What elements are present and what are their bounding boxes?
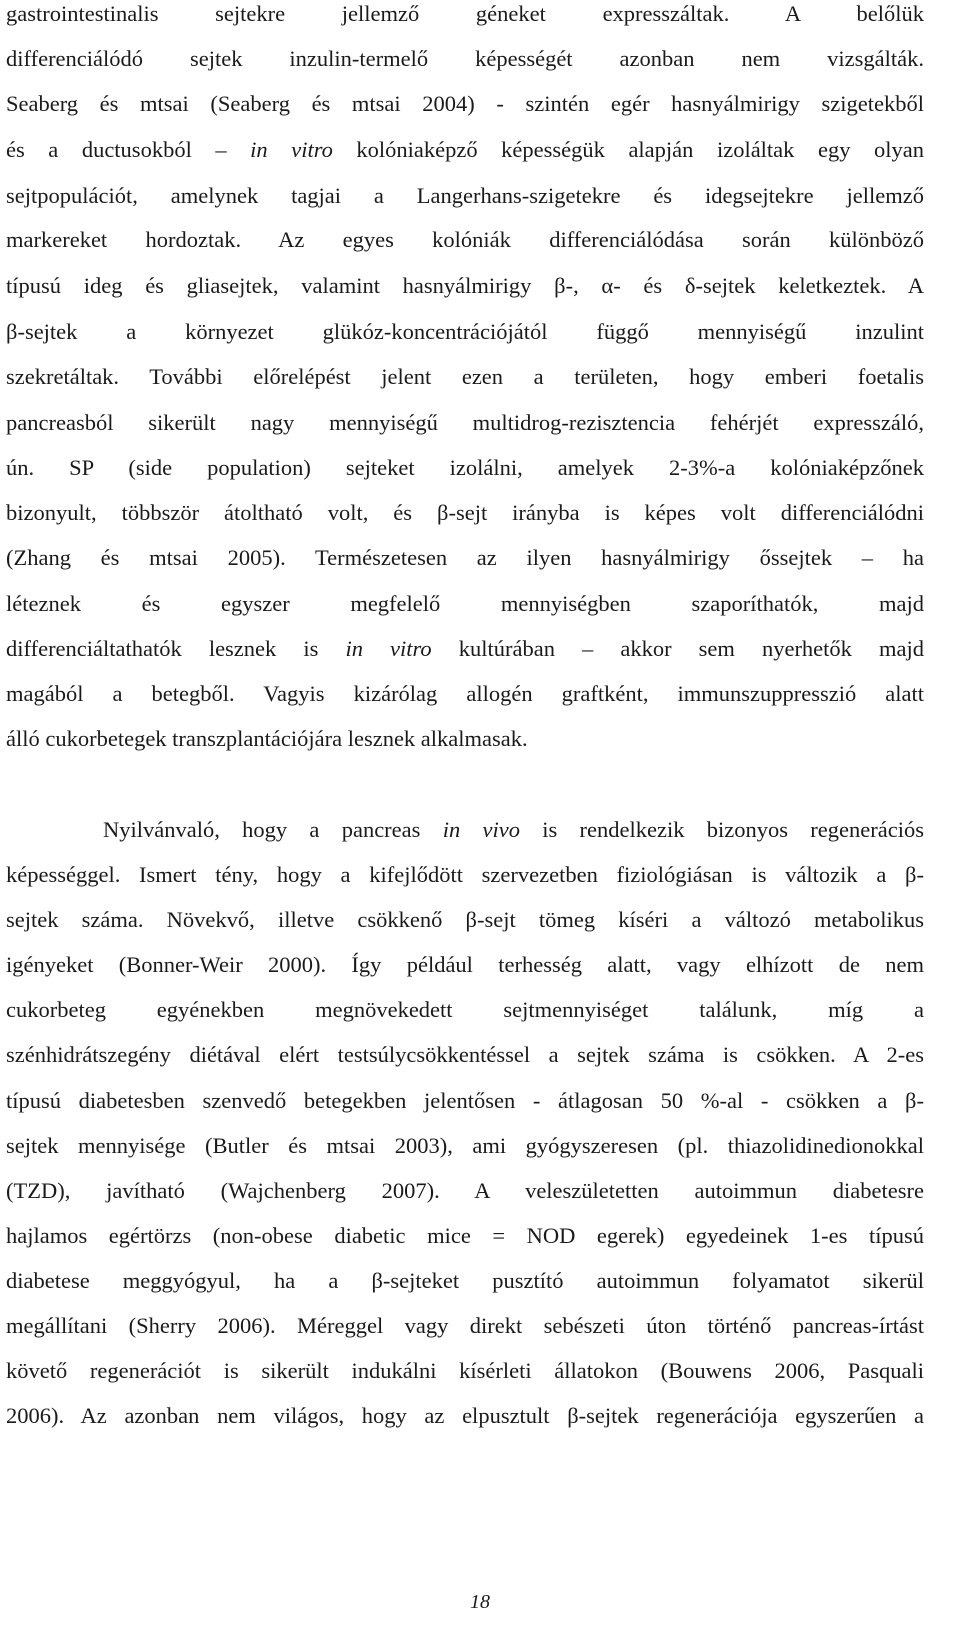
text-line: szénhidrátszegény diétával elért testsúlycsökkentéssel a sejtek száma is csökken. A 2-es [6, 1042, 924, 1067]
text-line: szekretáltak. További előrelépést jelent ezen a területen, hogy emberi foetalis [6, 364, 924, 389]
text-line: markereket hordoztak. Az egyes kolóniák differenciálódása során különböző [6, 227, 924, 252]
text-line: Nyilvánvaló, hogy a pancreas in vivo is rendelkezik bizonyos regenerációs [103, 817, 924, 842]
text-line: hajlamos egértörzs (non-obese diabetic mice = NOD egerek) egyedeinek 1-es típusú [6, 1223, 924, 1248]
text-line: bizonyult, többször átoltható volt, és β-sejt irányba is képes volt differenciálódni [6, 500, 924, 525]
text-line: pancreasból sikerült nagy mennyiségű multidrog-rezisztencia fehérjét expresszáló, [6, 410, 924, 435]
text-line: álló cukorbetegek transzplantációjára lesznek alkalmasak. [6, 726, 528, 751]
text-line: képességgel. Ismert tény, hogy a kifejlődött szervezetben fiziológiásan is változik a β- [6, 862, 924, 887]
text-line: magából a betegből. Vagyis kizárólag allogén graftként, immunszuppresszió alatt [6, 681, 924, 706]
text-line: léteznek és egyszer megfelelő mennyiségben szaporíthatók, majd [6, 591, 924, 616]
text-line: β-sejtek a környezet glükóz-koncentrációjától függő mennyiségű inzulint [6, 319, 924, 344]
text-line: sejtek száma. Növekvő, illetve csökkenő β-sejt tömeg kíséri a változó metabolikus [6, 907, 924, 932]
text-line: sejtek mennyisége (Butler és mtsai 2003), ami gyógyszeresen (pl. thiazolidinedionokkal [6, 1133, 924, 1158]
page-number: 18 [470, 1591, 490, 1613]
text-line: ún. SP (side population) sejteket izolálni, amelyek 2-3%-a kolóniaképzőnek [6, 455, 924, 480]
text-line: követő regenerációt is sikerült indukálni kísérleti állatokon (Bouwens 2006, Pasquali [6, 1358, 924, 1383]
text-line: differenciáltathatók lesznek is in vitro kultúrában – akkor sem nyerhetők majd [6, 636, 924, 661]
text-line: gastrointestinalis sejtekre jellemző géneket expresszáltak. A belőlük [6, 1, 924, 26]
text-line: és a ductusokból – in vitro kolóniaképző képességük alapján izoláltak egy olyan [6, 137, 924, 162]
text-line: diabetese meggyógyul, ha a β-sejteket pusztító autoimmun folyamatot sikerül [6, 1268, 924, 1293]
text-line: cukorbeteg egyénekben megnövekedett sejtmennyiséget találunk, míg a [6, 997, 924, 1022]
text-line: differenciálódó sejtek inzulin-termelő képességét azonban nem vizsgálták. [6, 46, 924, 71]
text-line: Seaberg és mtsai (Seaberg és mtsai 2004) - szintén egér hasnyálmirigy szigetekből [6, 91, 924, 116]
text-line: típusú diabetesben szenvedő betegekben jelentősen - átlagosan 50 %-al - csökken a β- [6, 1088, 924, 1113]
text-line: igényeket (Bonner-Weir 2000). Így például terhesség alatt, vagy elhízott de nem [6, 952, 924, 977]
text-line: (Zhang és mtsai 2005). Természetesen az ilyen hasnyálmirigy őssejtek – ha [6, 545, 924, 570]
text-line: megállítani (Sherry 2006). Méreggel vagy direkt sebészeti úton történő pancreas-írtást [6, 1313, 924, 1338]
text-line: típusú ideg és gliasejtek, valamint hasnyálmirigy β-, α- és δ-sejtek keletkeztek. A [6, 273, 924, 298]
text-line: 2006). Az azonban nem világos, hogy az elpusztult β-sejtek regenerációja egyszerűen a [6, 1403, 924, 1428]
text-line: (TZD), javítható (Wajchenberg 2007). A veleszületetten autoimmun diabetesre [6, 1178, 924, 1203]
text-line: sejtpopulációt, amelynek tagjai a Langerhans-szigetekre és idegsejtekre jellemző [6, 183, 924, 208]
